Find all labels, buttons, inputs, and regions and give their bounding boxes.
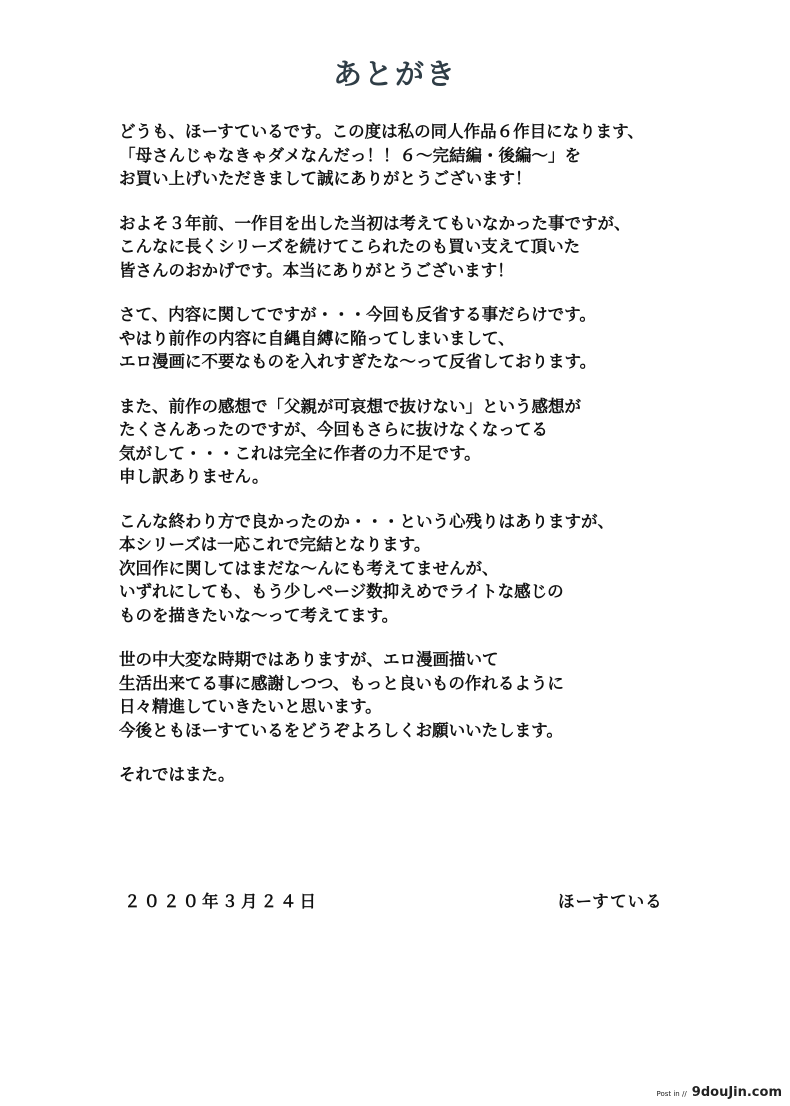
text-line: いずれにしても、もう少しページ数抑えめでライトな感じの <box>119 582 564 601</box>
paragraph <box>119 303 759 374</box>
paragraph <box>119 648 759 742</box>
text-line: ものを描きたいな〜って考えてます。 <box>119 605 399 625</box>
watermark-prefix: Post in // <box>656 1090 687 1098</box>
paragraph <box>119 212 759 283</box>
paragraph <box>119 395 759 489</box>
text-line: やはり前作の内容に自縄自縛に陥ってしまいまして、 <box>119 328 515 348</box>
text-line: 世の中大変な時期ではありますが、エロ漫画描いて <box>119 650 499 669</box>
text-line: たくさんあったのですが、今回もさらに抜けなくなってる <box>119 420 548 439</box>
watermark-site: 9douJin.com <box>691 1085 782 1100</box>
text-line: 「母さんじゃなきゃダメなんだっ！！６〜完結編・後編〜」を <box>119 145 581 165</box>
text-line: お買い上げいただきまして誠にありがとうございます！ <box>119 169 532 188</box>
text-line: 本シリーズは一応これで完結となります。 <box>119 535 431 554</box>
signature-author: ほーすている <box>558 892 663 911</box>
text-line: さて、内容に関してですが・・・今回も反省する事だらけです。 <box>119 305 596 324</box>
text-line: 次回作に関してはまだな〜んにも考えてませんが、 <box>119 558 499 578</box>
text-line: 皆さんのおかげです。本当にありがとうございます！ <box>119 260 514 280</box>
text-line: 申し訳ありません。 <box>119 467 269 486</box>
text-line: こんなに長くシリーズを続けてこられたのも買い支えて頂いた <box>119 237 581 256</box>
text-line: こんな終わり方で良かったのか・・・という心残りはありますが、 <box>119 511 614 531</box>
text-line: それではまた。 <box>119 765 235 784</box>
text-line: 気がして・・・これは完全に作者の力不足です。 <box>119 443 481 463</box>
signature-date: ２０２０年３月２４日 <box>124 892 319 911</box>
site-watermark <box>656 1081 782 1100</box>
paragraph <box>119 763 759 787</box>
paragraph <box>119 510 759 628</box>
text-line: 今後ともほーすているをどうぞよろしくお願いいたします。 <box>119 720 563 740</box>
text-line: 生活出来てる事に感謝しつつ、もっと良いもの作れるように <box>119 673 564 693</box>
afterword-body <box>119 120 759 808</box>
paragraph <box>119 120 759 191</box>
text-line: どうも、ほーすているです。この度は私の同人作品６作目になります、 <box>119 122 644 141</box>
text-line: およそ３年前、一作目を出した当初は考えてもいなかった事ですが、 <box>119 213 631 233</box>
text-line: 日々精進していきたいと思います。 <box>119 697 382 716</box>
text-line: また、前作の感想で「父親が可哀想で抜けない」という感想が <box>119 396 581 416</box>
page-title: あとがき <box>332 57 457 91</box>
text-line: エロ漫画に不要なものを入れすぎたな〜って反省しております。 <box>119 352 597 371</box>
